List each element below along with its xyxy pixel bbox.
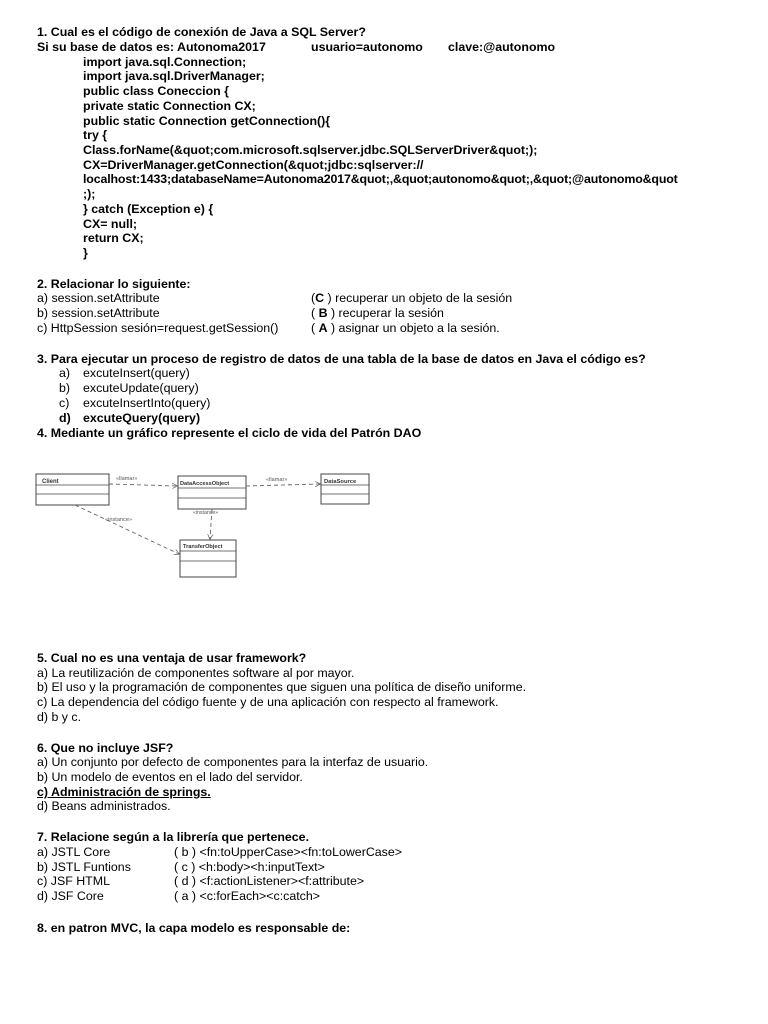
code-line: ;); xyxy=(83,187,96,201)
document-page: 1. Cual es el código de conexión de Java a SQL Server? Si su base de datos es: Autonoma2017 usuario=autonomo clave:@autonomo import java.sql.Connection; import java.sql.DriverManager; public class Coneccion { private static Connection CX; public static Connection getConnection(){ try { Class.forName(&quot;com.microsoft.sqlserver.jdbc.SQLServerDriver&quot;); CX=DriverManager.getConnection(&quot;jdbc:sqlserver:// localhost:1433;databaseName=Autonoma2017&quot;,&quot;autonomo&quot;,&quot;@autonomo&quot ;); } catch (Exception e) { CX= null; return CX; } 2. Relacionar lo siguiente: a) session.setAttribute b) session.setAttribute c) HttpSession sesión=request.getSession() (C ) recuperar un objeto de la sesión ( B ) recuperar la sesión ( A ) asignar un objeto a la sesión. 3. Para ejecutar un proceso de registro de datos de una tabla de la base de datos en Java el código es? a) excuteInsert(query) b) excuteUpdate(query) c) excuteInsertInto(query) d) excuteQuery(query) 4. Mediante un gráfico represente el ciclo de vida del Patrón DAO Client DataAccessObject DataSource TransferObject «llamar» «llamar» «instance» «instance» 5. Cual no es una ventaja de usar framework? a) La reutilización de componentes software al por mayor. b) El uso y la programación de componentes que siguen una política de diseño uniforme. c) La dependencia del código fuente y de una aplicación con respecto al framework. d) b y c. 6. Que no incluye JSF? a) Un conjunto por defecto de componentes para la interfaz de usuario. b) Un modelo de eventos en el lado del servidor. c) Administración de springs. d) Beans administrados. 7. Relacione según a la librería que pertenece. a) JSTL Core b) JSTL Funtions c) JSF HTML d) JSF Core ( b ) <fn:toUpperCase><fn:toLowerCase> ( c ) <h:body><h:inputText> ( d ) <f:actionListener><f:attribute> ( a ) <c:forEach><c:catch> 8. en patron MVC, la capa modelo es responsable de: xyxy=(0,0,768,1024)
client-to-dao-arrow xyxy=(109,484,177,486)
q7-right-item: ( c ) <h:body><h:inputText> xyxy=(174,860,325,874)
code-line: CX= null; xyxy=(83,217,138,231)
q6-title: 6. Que no incluye JSF? xyxy=(37,741,174,755)
code-line: localhost:1433;databaseName=Autonoma2017&quot;,&quot;autonomo&quot;,&quot;@autonomo&quot xyxy=(83,172,678,186)
q6-option: b) Un modelo de eventos en el lado del servidor. xyxy=(37,770,303,784)
instance-label: «instance» xyxy=(105,517,133,523)
transferobject-class-box xyxy=(180,540,236,577)
client-class-box xyxy=(36,474,109,505)
q7-right-item: ( d ) <f:actionListener><f:attribute> xyxy=(174,874,365,888)
q7-left-item: b) JSTL Funtions xyxy=(37,860,131,874)
code-line: public class Coneccion { xyxy=(83,84,229,98)
instance-label: «instance» xyxy=(193,510,219,516)
llamar-label: «llamar» xyxy=(116,476,138,482)
code-line: private static Connection CX; xyxy=(83,99,256,113)
q7-left-item: a) JSTL Core xyxy=(37,845,111,859)
q1-user: usuario=autonomo xyxy=(311,40,423,54)
dao-class-box xyxy=(178,476,246,509)
q1-db-line: Si su base de datos es: Autonoma2017 xyxy=(37,40,266,54)
q7-left-item: d) JSF Core xyxy=(37,889,104,903)
q5-option: c) La dependencia del código fuente y de una aplicación con respecto al framework. xyxy=(37,695,499,709)
q2-left-item: b) session.setAttribute xyxy=(37,306,160,320)
code-line: public static Connection getConnection(){ xyxy=(83,114,331,128)
datasource-label: DataSource xyxy=(324,479,357,485)
q8-title: 8. en patron MVC, la capa modelo es responsable de: xyxy=(37,921,351,935)
code-line: return CX; xyxy=(83,231,144,245)
q2-title: 2. Relacionar lo siguiente: xyxy=(37,277,191,291)
code-line: } xyxy=(83,246,88,260)
transferobject-label: TransferObject xyxy=(183,544,223,550)
q3-title: 3. Para ejecutar un proceso de registro de datos de una tabla de la base de datos en Java el código es? xyxy=(37,352,646,366)
q2-left-item: a) session.setAttribute xyxy=(37,291,160,305)
q6-option: d) Beans administrados. xyxy=(37,799,171,813)
code-line: import java.sql.Connection; xyxy=(83,55,247,69)
code-line: CX=DriverManager.getConnection(&quot;jdbc:sqlserver:// xyxy=(83,158,424,172)
q2-right-item: ( B ) recuperar la sesión xyxy=(311,306,444,320)
datasource-class-box xyxy=(321,474,369,504)
client-label: Client xyxy=(42,479,59,485)
q5-option: a) La reutilización de componentes software al por mayor. xyxy=(37,666,355,680)
q6-option: a) Un conjunto por defecto de componentes para la interfaz de usuario. xyxy=(37,755,429,769)
q2-right-item: ( A ) asignar un objeto a la sesión. xyxy=(311,321,500,335)
q6-option-correct: c) Administración de springs. xyxy=(37,785,211,799)
q7-title: 7. Relacione según a la librería que pertenece. xyxy=(37,830,310,844)
code-line: import java.sql.DriverManager; xyxy=(83,69,265,83)
q5-title: 5. Cual no es una ventaja de usar framework? xyxy=(37,651,307,665)
q7-right-item: ( b ) <fn:toUpperCase><fn:toLowerCase> xyxy=(174,845,402,859)
q1-pass: clave:@autonomo xyxy=(448,40,556,54)
q7-right-item: ( a ) <c:forEach><c:catch> xyxy=(174,889,321,903)
code-line: try { xyxy=(83,128,108,142)
dao-to-datasource-arrow xyxy=(246,484,320,486)
llamar-label: «llamar» xyxy=(266,477,288,483)
q2-left-item: c) HttpSession sesión=request.getSession() xyxy=(37,321,279,335)
q1-title: 1. Cual es el código de conexión de Java a SQL Server? xyxy=(37,25,366,39)
code-line: Class.forName(&quot;com.microsoft.sqlserver.jdbc.SQLServerDriver&quot;); xyxy=(83,143,538,157)
code-line: } catch (Exception e) { xyxy=(83,202,214,216)
client-to-to-arrow xyxy=(75,505,179,554)
q5-option: b) El uso y la programación de componentes que siguen una política de diseño uniforme. xyxy=(37,680,527,694)
q4-title: 4. Mediante un gráfico represente el ciclo de vida del Patrón DAO xyxy=(37,426,422,440)
dao-diagram xyxy=(30,462,380,582)
q2-right-item: (C ) recuperar un objeto de la sesión xyxy=(311,291,513,305)
q7-left-item: c) JSF HTML xyxy=(37,874,110,888)
q5-option: d) b y c. xyxy=(37,710,82,724)
dao-label: DataAccessObject xyxy=(180,481,230,487)
